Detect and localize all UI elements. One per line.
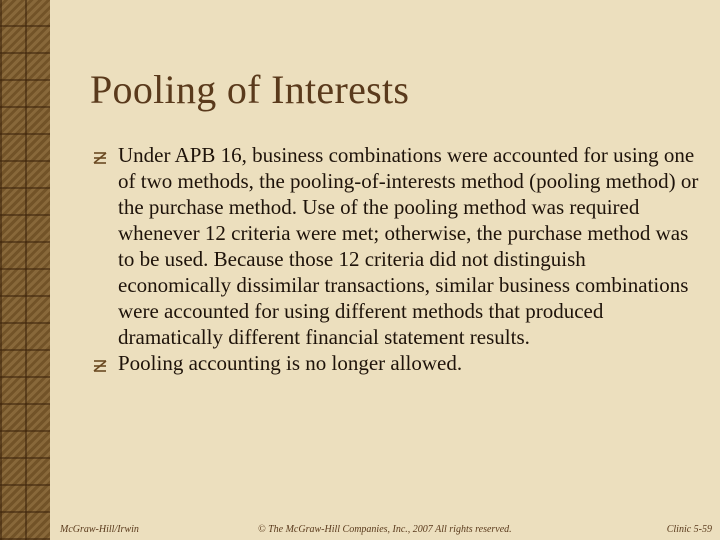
bullet-text: Pooling accounting is no longer allowed. xyxy=(118,351,463,375)
z-bullet-icon xyxy=(92,151,108,165)
footer-publisher: McGraw-Hill/Irwin xyxy=(60,524,139,535)
slide-title: Pooling of Interests xyxy=(90,67,410,112)
bullet-list xyxy=(0,142,720,376)
footer-slide-number: Clinic 5-59 xyxy=(666,524,712,535)
z-bullet-icon xyxy=(92,359,108,373)
footer-copyright: © The McGraw-Hill Companies, Inc., 2007 All rights reserved. xyxy=(258,524,512,535)
bullet-text: Under APB 16, business combinations were accounted for using one of two methods, the pooling-of-interests method (pooling method) or the purchase method. Use of the pooling method was required whenever 12 criteria were met; otherwise, the purchase method was to be used. Because those 12 criteria did not distinguish economically dissimilar transactions, similar business combinations were accounted for using different methods that produced dramatically different financial statement results. xyxy=(118,143,699,349)
bullet-item xyxy=(0,350,720,376)
bullet-item xyxy=(0,142,720,350)
